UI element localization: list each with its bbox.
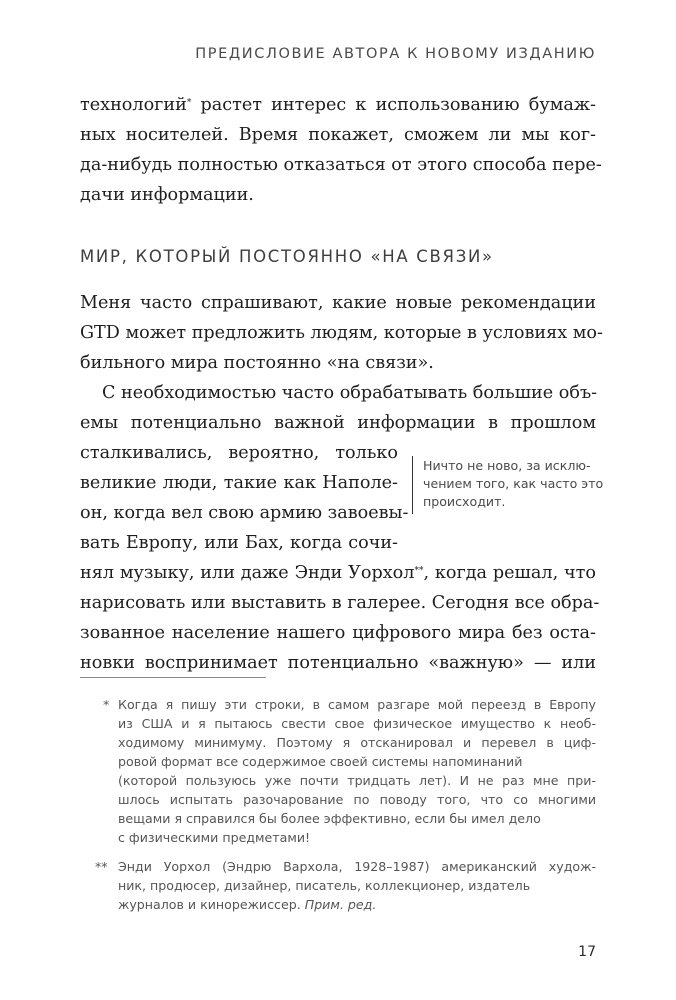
paragraph-2-line-7 xyxy=(80,563,596,583)
paragraph-2-line-7-start: нял музыку, или даже Энди Уорхол xyxy=(80,563,415,583)
paragraph-2-line-5: он, когда вел свою армию завоевы- xyxy=(80,503,409,523)
opening-line-3: да-нибудь полностью отказаться от этого способа пере- xyxy=(80,155,602,175)
sidenote-line-3: происходит. xyxy=(423,494,506,509)
running-header: ПРЕДИСЛОВИЕ АВТОРА К НОВОМУ ИЗДАНИЮ xyxy=(195,46,596,62)
footnote-1-line-2: из США и я пытаюсь свести свое физическое имущество к необ- xyxy=(118,716,596,731)
paragraph-2-line-8: нарисовать или выставить в галерее. Сегодня все обра- xyxy=(80,593,600,613)
footnote-ref-2[interactable]: ** xyxy=(414,566,424,576)
paragraph-2-line-6: вать Европу, или Бах, когда сочи- xyxy=(80,533,398,553)
paragraph-1-line-1: Меня часто спрашивают, какие новые рекомендации xyxy=(80,293,596,313)
opening-line-2: ных носителей. Время покажет, сможем ли мы ког- xyxy=(80,125,596,145)
footnote-1-line-6: шлось испытать разочарование по поводу того, что со многими xyxy=(118,792,596,807)
paragraph-2-line-9: зованное население нашего цифрового мира без оста- xyxy=(80,623,596,643)
footnote-1-line-3: ходимому минимуму. Поэтому я отсканировал и перевел в циф- xyxy=(118,735,596,750)
footnote-2-line-1: Энди Уорхол (Эндрю Вархола, 1928–1987) американский худож- xyxy=(118,859,596,874)
opening-line-4: дачи информации. xyxy=(80,185,254,205)
paragraph-2-line-10: новки воспринимает потенциально «важную» — или xyxy=(80,653,596,673)
paragraph-2-line-4: великие люди, такие как Наполе- xyxy=(80,473,398,493)
paragraph-2-line-1: С необходимостью часто обрабатывать большие объ- xyxy=(102,383,598,403)
footnote-1-line-1: Когда я пишу эти строки, в самом разгаре мой переезд в Европу xyxy=(118,697,596,712)
opening-line-1-end: растет интерес к использованию бумаж- xyxy=(191,95,596,115)
footnote-1-line-5: (которой пользуюсь уже почти тридцать лет). И не раз мне при- xyxy=(118,773,596,788)
paragraph-2-line-2: емы потенциально важной информации в прошлом xyxy=(80,413,596,433)
footnote-1-marker: * xyxy=(103,697,110,712)
opening-line-1 xyxy=(80,95,596,115)
editor-note: Прим. ред. xyxy=(304,897,377,912)
sidenote-rule xyxy=(412,456,413,514)
footnote-2-line-2: ник, продюсер, дизайнер, писатель, коллекционер, издатель xyxy=(118,878,531,893)
footnote-ref-1[interactable]: * xyxy=(186,98,192,108)
footnote-1-line-8: с физическими предметами! xyxy=(118,830,311,845)
footnote-2-line-3 xyxy=(118,897,596,913)
opening-line-1-start: технологий xyxy=(80,95,187,115)
footnote-2-line-3-text: журналов и кинорежиссер. xyxy=(118,897,305,912)
page-number: 17 xyxy=(578,944,596,960)
paragraph-1-line-3: бильного мира постоянно «на связи». xyxy=(80,353,434,373)
footnote-1-line-4: ровой формат все содержимое своей системы напоминаний xyxy=(118,754,523,769)
paragraph-2-line-3: сталкивались, вероятно, только xyxy=(80,443,398,463)
sidenote-line-1: Ничто не ново, за исклю- xyxy=(423,458,591,473)
section-heading: МИР, КОТОРЫЙ ПОСТОЯННО «НА СВЯЗИ» xyxy=(80,247,494,266)
footnote-2-marker: ** xyxy=(95,859,108,874)
paragraph-1-line-2: GTD может предложить людям, которые в условиях мо- xyxy=(80,323,603,343)
paragraph-2-line-7-end: , когда решал, что xyxy=(423,563,596,583)
footnote-1-line-7: вещами я справился бы более эффективно, если бы имел дело xyxy=(118,811,541,826)
sidenote-line-2: чением того, как часто это xyxy=(423,476,604,491)
footnote-divider xyxy=(80,677,266,678)
